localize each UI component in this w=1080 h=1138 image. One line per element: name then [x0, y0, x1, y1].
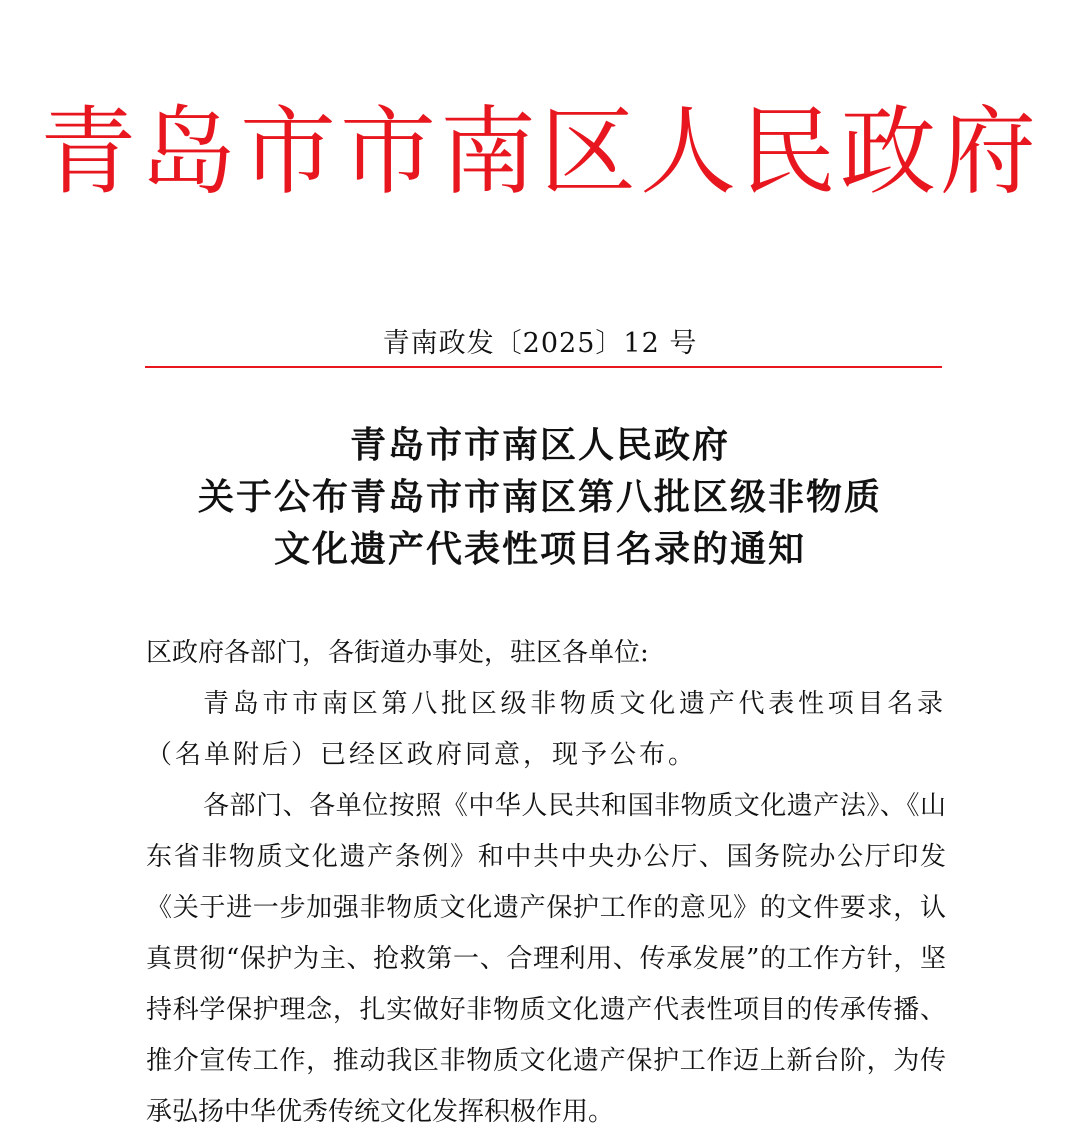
document-body	[146, 628, 946, 1138]
salutation: 区政府各部门，各街道办事处，驻区各单位:	[146, 638, 649, 668]
title-line-3: 文化遗产代表性项目名录的通知	[273, 529, 806, 570]
document-title	[0, 420, 1080, 576]
paragraph-requirements: 各部门、各单位按照《中华人民共和国非物质文化遗产法》、《山东省非物质文化遗产条例》和中共中央办公厅、国务院办公厅印发《关于进一步加强非物质文化遗产保护工作的意见》的文件要求，认真贯彻“保护为主、抢救第一、合理利用、传承发展”的工作方针，坚持科学保护理念，扎实做好非物质文化遗产代表性项目的传承传播、推介宣传工作，推动我区非物质文化遗产保护工作迈上新台阶，为传承弘扬中华优秀传统文化发挥积极作用。	[146, 791, 946, 1127]
paragraph-announcement: 青岛市市南区第八批区级非物质文化遗产代表性项目名录（名单附后）已经区政府同意，现予公布。	[146, 689, 946, 770]
title-line-1: 青岛市市南区人民政府	[349, 425, 730, 466]
red-divider-line	[145, 366, 942, 368]
agency-header: 青岛市市南区人民政府	[40, 96, 1040, 208]
document-number: 青南政发〔2025〕12 号	[382, 328, 698, 359]
title-line-2: 关于公布青岛市市南区第八批区级非物质	[197, 477, 882, 518]
